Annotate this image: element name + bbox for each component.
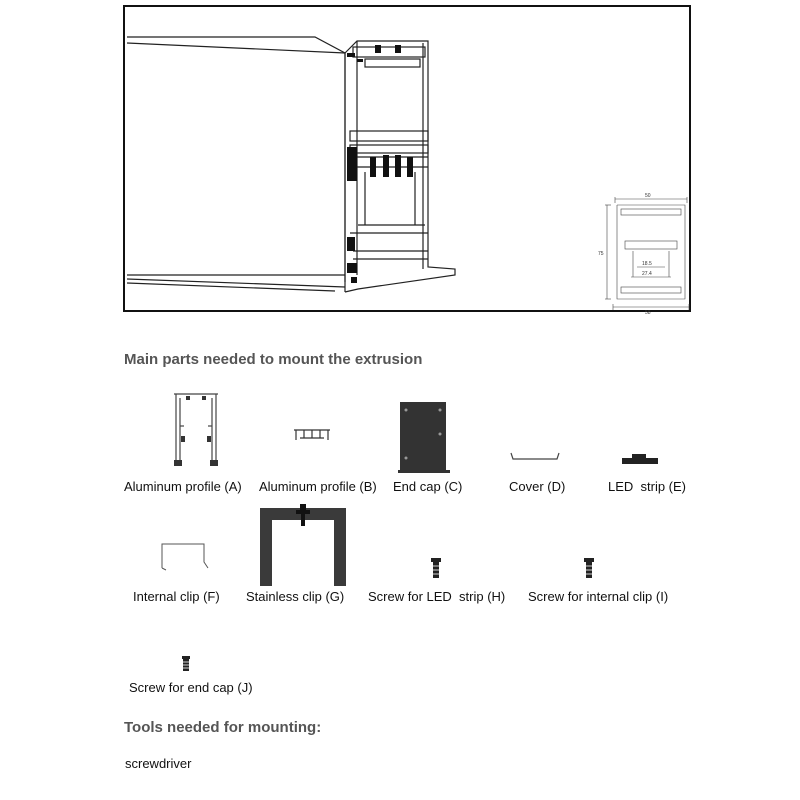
part-label-j: Screw for end cap (J) — [129, 680, 253, 695]
end-cap-icon — [396, 400, 452, 476]
part-label-g: Stainless clip (G) — [246, 589, 345, 604]
part-label-b: Aluminum profile (B) — [259, 479, 377, 494]
dim-bottom-width: 58 — [645, 310, 651, 314]
extrusion-drawing-frame — [123, 5, 691, 312]
screw-icon — [582, 556, 596, 580]
internal-clip-icon — [156, 538, 210, 572]
dim-inner-a: 18.5 — [642, 261, 652, 267]
aluminum-profile-b-icon — [292, 424, 332, 442]
part-label-c: End cap (C) — [393, 479, 463, 494]
part-label-d: Cover (D) — [509, 479, 566, 494]
tools-heading: Tools needed for mounting: — [124, 719, 322, 736]
dim-height: 75 — [598, 251, 604, 257]
extrusion-3d-drawing — [125, 7, 693, 314]
part-label-h: Screw for LED strip (H) — [368, 589, 506, 604]
screw-icon — [180, 654, 192, 672]
dim-top-width: 50 — [645, 193, 651, 199]
led-strip-icon — [620, 452, 660, 466]
cross-section-drawing — [605, 197, 689, 310]
dim-inner-b: 27.4 — [642, 271, 652, 277]
stainless-clip-icon — [258, 502, 348, 588]
part-label-i: Screw for internal clip (I) — [528, 589, 669, 604]
part-label-f: Internal clip (F) — [133, 589, 220, 604]
part-label-a: Aluminum profile (A) — [124, 479, 242, 494]
part-label-e: LED strip (E) — [608, 479, 687, 494]
aluminum-profile-a-icon — [168, 390, 224, 470]
parts-heading: Main parts needed to mount the extrusion — [124, 351, 423, 368]
screw-icon — [429, 556, 443, 580]
tool-screwdriver: screwdriver — [125, 756, 192, 771]
cover-icon — [509, 450, 561, 462]
